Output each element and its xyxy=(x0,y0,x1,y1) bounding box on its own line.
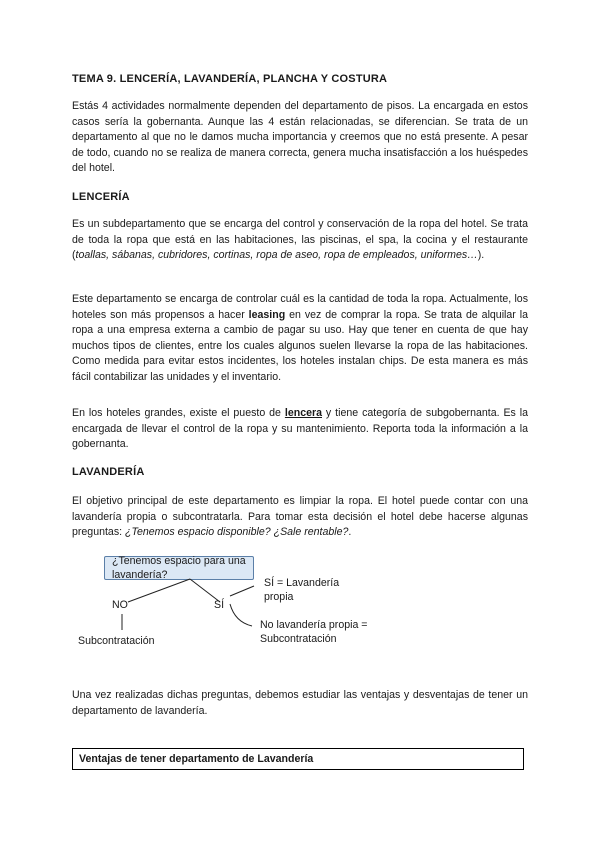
advantages-table-header xyxy=(72,748,524,770)
result-subcontratacion: Subcontratación xyxy=(78,635,155,647)
line-to-si-yes xyxy=(230,586,254,596)
section-heading-lenceria: LENCERÍA xyxy=(72,191,130,203)
lenceria-paragraph-1: Es un subdepartamento que se encarga del control y conservación de la ropa del hotel. Se trata de toda la ropa que está en las habitaciones, las piscinas, el spa, la cocina y el restaurante (toallas, sábanas, cubridores, cortinas, ropa de aseo, ropa de empleados, uniformes…). xyxy=(72,218,528,262)
lavanderia-paragraph-1: El objetivo principal de este departamento es limpiar la ropa. El hotel puede contar con una lavandería propia o subcontratarla. Para tomar esta decisión el hotel debe hacerse algunas preguntas: ¿Tenemos espacio disponible? ¿Sale rentable?. xyxy=(72,495,528,539)
lencera-term: lencera xyxy=(284,407,322,419)
line-to-si-no xyxy=(230,604,252,626)
leasing-term: leasing xyxy=(248,308,286,321)
option-no: NO xyxy=(112,599,128,611)
section-heading-lavanderia: LAVANDERÍA xyxy=(72,466,145,478)
advantages-table-title: Ventajas de tener departamento de Lavandería xyxy=(79,753,314,765)
line-to-no xyxy=(128,579,190,602)
lenceria-paragraph-2: Este departamento se encarga de controlar cuál es la cantidad de toda la ropa. Actualmente, los hoteles son más propensos a hacer leasing en vez de comprar la ropa. Se trata de alquilar la ropa a una empresa externa a cambio de pagar su uso. Hay que tener en cuenta de que hay muchos tipos de clientes, entre los cuales algunos suelen llevarse la ropa de las habitaciones. Como medida para evitar estos incidentes, los hoteles instalan chips. De esta manera es más fácil contabilizar las unidades y el inventario. xyxy=(72,293,528,383)
result-no-lavanderia-propia: No lavandería propia = Subcontratación xyxy=(260,619,368,645)
lenceria-examples: toallas, sábanas, cubridores, cortinas, ropa de aseo, ropa de empleados, uniformes… xyxy=(75,249,478,262)
lavanderia-questions: ¿Tenemos espacio disponible? ¿Sale rentable? xyxy=(125,526,349,539)
decision-diagram xyxy=(70,552,410,672)
result-lavanderia-propia: SÍ = Lavandería propia xyxy=(264,577,340,603)
lenceria-paragraph-3: En los hoteles grandes, existe el puesto de lencera y tiene categoría de subgobernanta. Es la encargada de llevar el control de la ropa y su mantenimiento. Reporta toda la información a la gobernanta. xyxy=(72,407,529,451)
question-text: ¿Tenemos espacio para una lavandería? xyxy=(112,555,246,581)
document-title: TEMA 9. LENCERÍA, LAVANDERÍA, PLANCHA Y COSTURA xyxy=(72,73,388,85)
intro-paragraph: Estás 4 actividades normalmente dependen del departamento de pisos. La encargada en estos casos sería la gobernanta. Aunque las 4 están relacionadas, se diferencian. Se trata de un departamento al que no le damos mucha importancia y creemos que no está presente. A pesar de todo, cuando no se realiza de manera correcta, genera mucha insatisfacción a los huéspedes del hotel. xyxy=(72,100,528,175)
lavanderia-paragraph-2: Una vez realizadas dichas preguntas, debemos estudiar las ventajas y desventajas de tener un departamento de lavandería. xyxy=(72,689,528,717)
option-si: SÍ xyxy=(214,599,225,611)
diagram-connectors xyxy=(70,552,410,672)
